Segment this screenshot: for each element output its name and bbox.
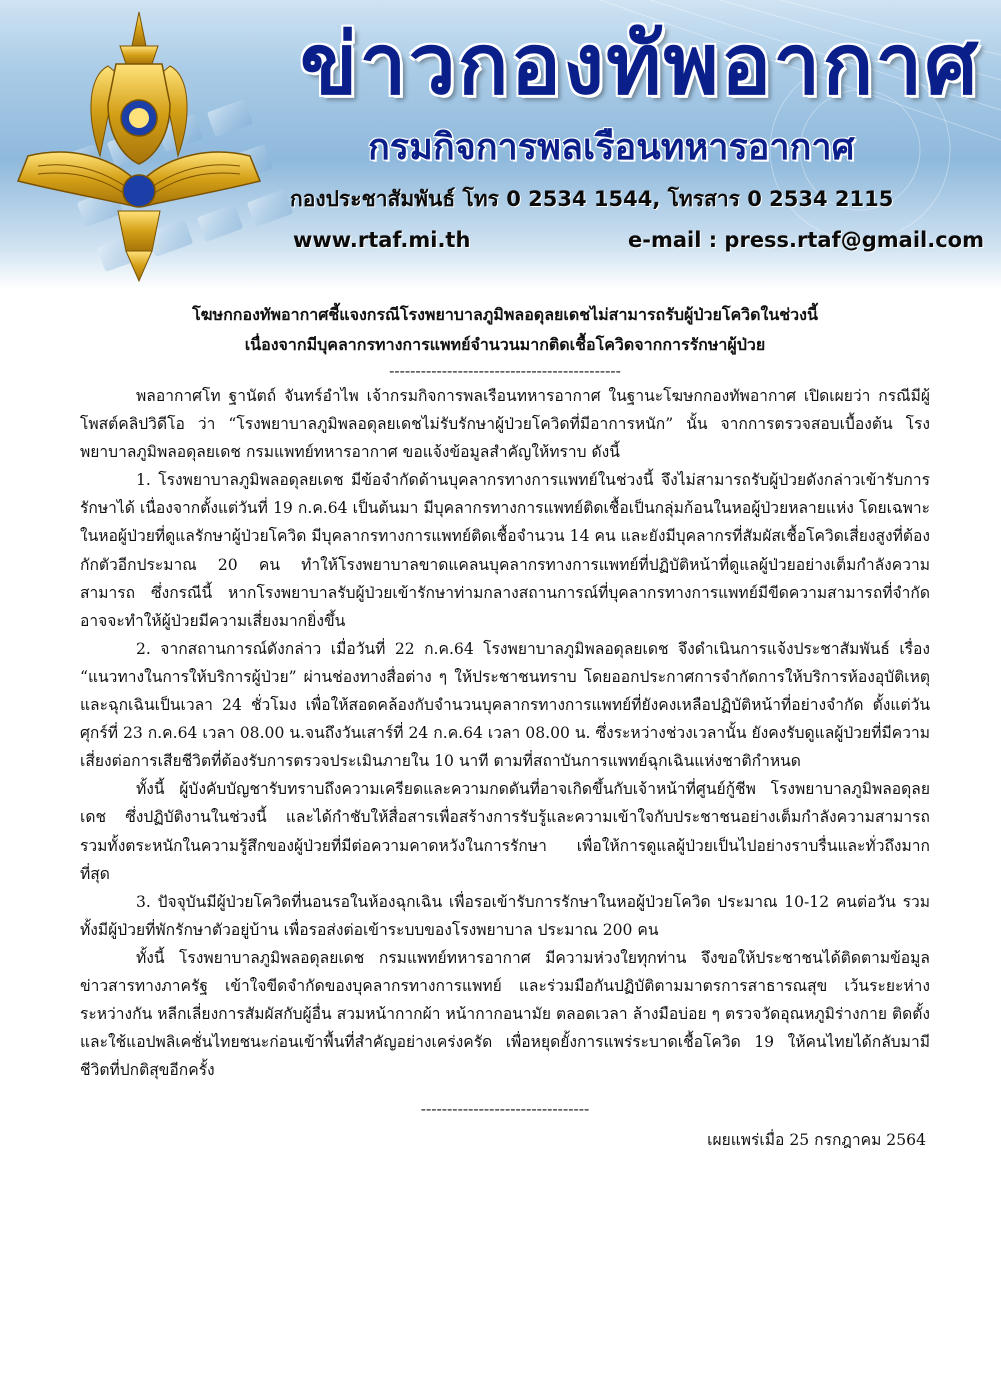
paragraph-point-3: 3. ปัจจุบันมีผู้ป่วยโควิดที่นอนรอในห้องฉุกเฉิน เพื่อรอเข้ารับการรักษาในหอผู้ป่วยโควิด ประมาณ 10-12 คนต่อวัน รวมทั้งมีผู้ป่วยที่พักรักษาตัวอยู่บ้าน เพื่อรอส่งต่อเข้าระบบของโรงพยาบาล ประมาณ 200 คน — [80, 892, 930, 939]
headline-line-1: โฆษกกองทัพอากาศชี้แจงกรณีโรงพยาบาลภูมิพลอดุลยเดชไม่สามารถรับผู้ป่วยโควิดในช่วงนี้ — [192, 305, 818, 324]
header-department: กรมกิจการพลเรือนทหารอากาศ — [368, 127, 855, 168]
header-banner — [0, 0, 1001, 290]
published-date: เผยแพร่เมื่อ 25 กรกฎาคม 2564 — [707, 1131, 926, 1150]
paragraph-closing: ทั้งนี้ โรงพยาบาลภูมิพลอดุลยเดช กรมแพทย์ทหารอากาศ มีความห่วงใยทุกท่าน จึงขอให้ประชาชนได้ติดตามข้อมูลข่าวสารทางภาครัฐ เข้าใจขีดจำกัดของบุคลากรทางการแพทย์ และร่วมมือกันปฏิบัติตามมาตรการสาธารณสุข เว้นระยะห่างระหว่างกัน หลีกเลี่ยงการสัมผัสกับผู้อื่น สวมหน้ากากผ้า หน้ากากอนามัย ตลอดเวลา ล้างมือบ่อย ๆ ตรวจวัดอุณหภูมิร่างกาย ติดตั้งและใช้แอปพลิเคชั่นไทยชนะก่อนเข้าพื้นที่สำคัญอย่างเคร่งครัด เพื่อหยุดยั้งการแพร่ระบาดเชื้อโควิด 19 ให้คนไทยได้กลับมามีชีวิตที่ปกติสุขอีกครั้ง — [80, 948, 930, 1080]
header-contact: กองประชาสัมพันธ์ โทร 0 2534 1544, โทรสาร 0 2534 2115 — [290, 187, 894, 211]
paragraph-staff-note: ทั้งนี้ ผู้บังคับบัญชารับทราบถึงความเครียดและความกดดันที่อาจเกิดขึ้นกับเจ้าหน้าที่ศูนย์กู้ชีพ โรงพยาบาลภูมิพลอดุลยเดช ซึ่งปฏิบัติงานในช่วงนี้ และได้กำชับให้สื่อสารเพื่อสร้างการรับรู้และความเข้าใจกับประชาชนอย่างเต็มกำลังความสามารถ รวมทั้งตระหนักในความรู้สึกของผู้ป่วยที่มีต่อความคาดหวังในการรักษา เพื่อให้การดูแลผู้ป่วยเป็นไปอย่างราบรื่นและทั่วถึงมากที่สุด — [80, 780, 930, 883]
paragraph-intro: พลอากาศโท ฐานัตถ์ จันทร์อำไพ เจ้ากรมกิจการพลเรือนทหารอากาศ ในฐานะโฆษกกองทัพอากาศ เปิดเผยว่า กรณีมีผู้โพสต์คลิปวิดีโอ ว่า “โรงพยาบาลภูมิพลอดุลยเดชไม่รับรักษาผู้ป่วยโควิดที่มีอาการหนัก” นั้น จากการตรวจสอบเบื้องต้น โรงพยาบาลภูมิพลอดุลยเดช กรมแพทย์ทหารอากาศ ขอแจ้งข้อมูลสำคัญให้ทราบ ดังนี้ — [80, 387, 930, 462]
press-release-body — [80, 300, 930, 1154]
header-email-link[interactable]: e-mail : press.rtaf@gmail.com — [628, 228, 984, 252]
divider-top: -------------------------------------------- — [389, 362, 621, 380]
rtaf-emblem-icon — [8, 6, 270, 286]
header-title: ข่าวกองทัพอากาศ — [300, 15, 980, 113]
paragraph-point-1: 1. โรงพยาบาลภูมิพลอดุลยเดช มีข้อจำกัดด้านบุคลากรทางการแพทย์ในช่วงนี้ จึงไม่สามารถรับผู้ป่วยดังกล่าวเข้ารับการรักษาได้ เนื่องจากตั้งแต่วันที่ 19 ก.ค.64 เป็นต้นมา มีบุคลากรทางการแพทย์ติดเชื้อเป็นกลุ่มก้อนในหอผู้ป่วยหลายแห่ง โดยเฉพาะในหอผู้ป่วยที่ดูแลรักษาผู้ป่วยโควิด มีบุคลากรทางการแพทย์ติดเชื้อจำนวน 14 คน และยังมีบุคลากรที่สัมผัสเชื้อโควิดเสี่ยงสูงที่ต้องกักตัวอีกประมาณ 20 คน ทำให้โรงพยาบาลขาดแคลนบุคลากรทางการแพทย์ที่ปฏิบัติหน้าที่ดูแลผู้ป่วยอย่างเต็มกำลังความสามารถ ซึ่งกรณีนี้ หากโรงพยาบาลรับผู้ป่วยเข้ารักษาท่ามกลางสถานการณ์ที่บุคลากรทางการแพทย์มีขีดความสามารถที่จำกัด อาจจะทำให้ผู้ป่วยมีความเสี่ยงมากยิ่งขึ้น — [80, 471, 930, 630]
divider-bottom: -------------------------------- — [420, 1100, 590, 1119]
header-website-link[interactable]: www.rtaf.mi.th — [293, 228, 471, 252]
headline-line-2: เนื่องจากมีบุคลากรทางการแพทย์จำนวนมากติดเชื้อโควิดจากการรักษาผู้ป่วย — [244, 335, 766, 354]
paragraph-point-2: 2. จากสถานการณ์ดังกล่าว เมื่อวันที่ 22 ก.ค.64 โรงพยาบาลภูมิพลอดุลยเดช จึงดำเนินการแจ้งประชาสัมพันธ์ เรื่อง “แนวทางในการให้บริการผู้ป่วย” ผ่านช่องทางสื่อต่าง ๆ ให้ประชาชนทราบ โดยออกประกาศการจำกัดการให้บริการห้องอุบัติเหตุและฉุกเฉินเป็นเวลา 24 ชั่วโมง เพื่อให้สอดคล้องกับจำนวนบุคลากรทางการแพทย์ที่ยังคงเหลือปฏิบัติหน้าที่อย่างจำกัด ตั้งแต่วันศุกร์ที่ 23 ก.ค.64 เวลา 08.00 น.จนถึงวันเสาร์ที่ 24 ก.ค.64 เวลา 08.00 น. ซึ่งระหว่างช่วงเวลานั้น ยังคงรับดูแลผู้ป่วยที่มีความเสี่ยงต่อการเสียชีวิตที่ต้องรับการตรวจประเมินภายใน 10 นาที ตามที่สถาบันการแพทย์ฉุกเฉินแห่งชาติกำหนด — [80, 639, 930, 771]
